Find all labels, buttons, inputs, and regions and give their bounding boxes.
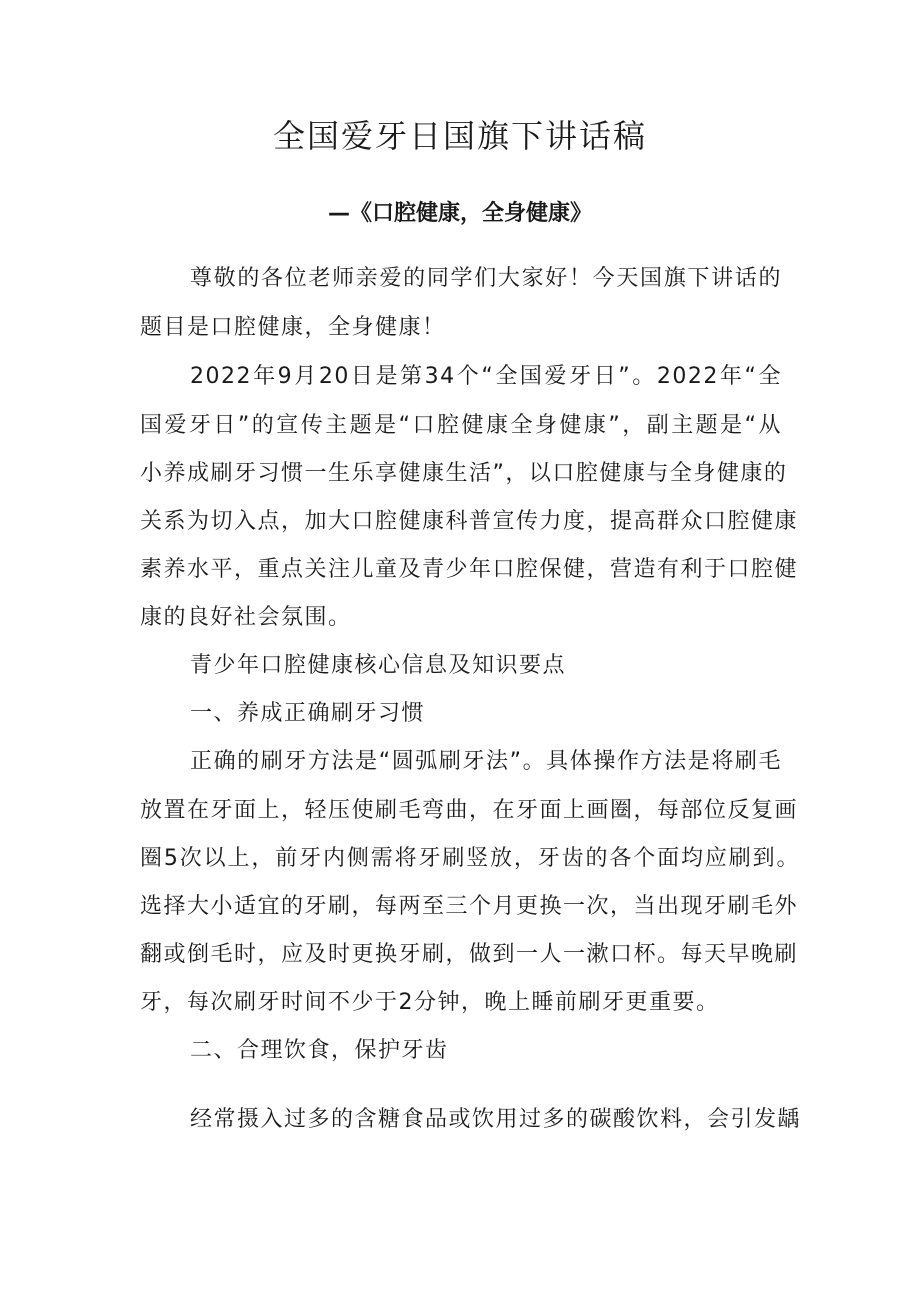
- paragraph-line: 小养成刷牙习惯一生乐享健康生活”，以口腔健康与全身健康的: [140, 461, 788, 486]
- paragraph-line: 选择大小适宜的牙刷，每两至三个月更换一次，当出现牙刷毛外: [140, 894, 799, 919]
- section-heading: 二、合理饮食，保护牙齿: [190, 1038, 449, 1063]
- paragraph-line: 翻或倒毛时，应及时更换牙刷，做到一人一漱口杯。每天早晚刷: [140, 942, 799, 967]
- section-heading: 一、养成正确刷牙习惯: [190, 701, 426, 726]
- document-title: 全国爱牙日国旗下讲话稿: [272, 117, 647, 155]
- document-subtitle: —《口腔健康，全身健康》: [327, 201, 592, 226]
- paragraph-line: 题目是口腔健康，全身健康！: [140, 315, 446, 340]
- paragraph-line: 经常摄入过多的含糖食品或饮用过多的碳酸饮料，会引发龋: [190, 1107, 802, 1132]
- paragraph-line: 关系为切入点，加大口腔健康科普宣传力度，提高群众口腔健康: [140, 509, 799, 534]
- paragraph-line: 牙，每次刷牙时间不少于2分钟，晚上睡前刷牙更重要。: [140, 990, 720, 1015]
- section-heading: 青少年口腔健康核心信息及知识要点: [190, 653, 567, 678]
- paragraph-line: 国爱牙日”的宣传主题是“口腔健康全身健康”，副主题是“从: [140, 413, 782, 438]
- paragraph-line: 正确的刷牙方法是“圆弧刷牙法”。具体操作方法是将刷毛: [190, 749, 782, 774]
- paragraph-line: 康的良好社会氛围。: [140, 605, 352, 630]
- paragraph-line: 尊敬的各位老师亲爱的同学们大家好！今天国旗下讲话的: [190, 266, 782, 291]
- paragraph-line: 素养水平，重点关注儿童及青少年口腔保健，营造有利于口腔健: [140, 557, 799, 582]
- paragraph-line: 放置在牙面上，轻压使刷毛弯曲，在牙面上画圈，每部位反复画: [140, 798, 799, 823]
- paragraph-line: 圈5次以上，前牙内侧需将牙刷竖放，牙齿的各个面均应刷到。: [140, 846, 800, 871]
- paragraph-line: 2022年9月20日是第34个“全国爱牙日”。2022年“全: [190, 364, 782, 389]
